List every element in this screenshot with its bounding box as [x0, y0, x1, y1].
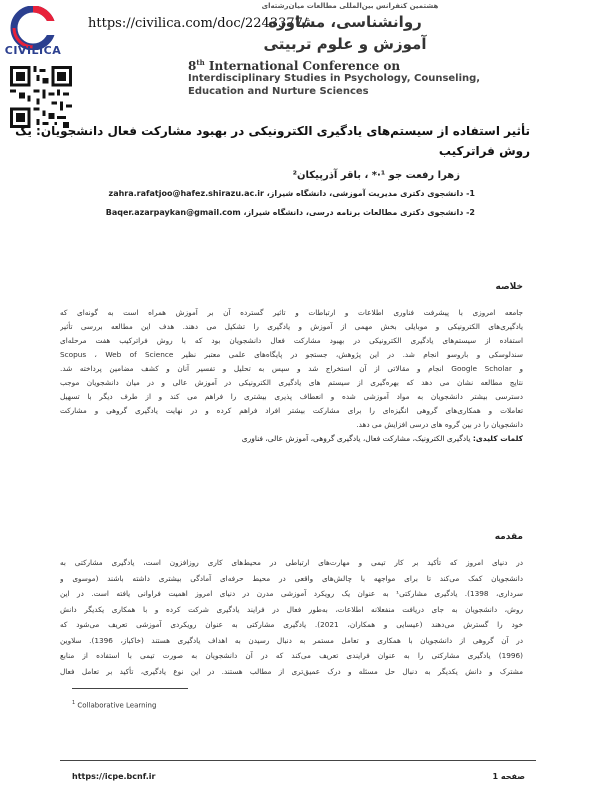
intro-line: خود را گسترش می‌دهند (عیسایی و همکاران، 2021). یادگیری مشارکتی به عنوان رویکردی آموزشی تعریف می‌شود که	[60, 620, 523, 629]
conference-title-en-line2: Education and Nurture Sciences	[188, 86, 369, 97]
footnote	[72, 700, 156, 709]
introduction-heading: مقدمه	[494, 532, 523, 542]
abstract-line: سندلوسکی و باروسو انجام شد. در این پژوهش، جستجو در پایگاه‌های علمی معتبر نظیر Scopus ، Web of Science	[60, 350, 523, 359]
paper-title-line2: روش فراترکیب	[438, 144, 530, 158]
abstract-heading: خلاصه	[495, 282, 523, 292]
conference-edition-suffix: th	[196, 58, 205, 67]
conference-edition	[188, 58, 400, 73]
conference-title-fa-line2: آموزش و علوم تربیتی	[263, 35, 427, 53]
footnote-mark: 1	[72, 700, 76, 706]
footer-divider	[60, 760, 536, 761]
affiliation-1: 1- دانشجوی دکتری مدیریت آموزشی، دانشگاه شیراز، zahra.rafatjoo@hafez.shirazu.ac.ir	[108, 189, 475, 198]
paper-title-line1: تأثیر استفاده از سیستم‌های یادگیری الکترونیکی در بهبود مشارکت فعال دانشجویان: یک	[15, 124, 530, 138]
abstract-line: نتایج مطالعه نشان می دهد که بهره‌گیری از سیستم های یادگیری الکترونیکی در آموزش عالی و در میان دانشجویان موجب	[60, 378, 523, 387]
footer-url[interactable]: https://icpe.bcnf.ir	[72, 772, 156, 781]
keywords	[60, 434, 523, 443]
qr-code-icon	[10, 66, 72, 128]
conference-title-fa-line1: روانشناسی، مشاوره	[268, 13, 422, 31]
document-url[interactable]: https://civilica.com/doc/2243377/	[88, 16, 308, 31]
page-number: صفحه 1	[492, 772, 525, 781]
affiliation-2: 2- دانشجوی دکتری مطالعات برنامه درسی، دانشگاه شیراز، Baqer.azarpaykan@gmail.com	[105, 208, 475, 217]
abstract-line: استفاده از سیستم‌های یادگیری الکترونیکی در بهبود مشارکت فعال دانشجویان بود که با روش فراترکیب هفت مرحله‌ای	[60, 336, 523, 345]
intro-line: سرداری، 1398). یادگیری مشارکتی¹ به عنوان یک رویکرد آموزشی مدرن در دنیای امروز اهمیت فراوانی یافته است. در این	[60, 589, 523, 598]
introduction-body	[60, 555, 523, 679]
keywords-list: یادگیری الکترونیک، مشارکت فعال، یادگیری گروهی، آموزش عالی، فناوری	[241, 434, 471, 443]
conference-title-en-line1: Interdisciplinary Studies in Psychology, Counseling,	[188, 73, 481, 84]
abstract-line: دسترسی بیشتر دانشجویان به مواد آموزشی شده و انعطاف پذیری بیشتری را فراهم می کند و از طرف دیگر با تسهیل	[60, 392, 523, 401]
authors: زهرا رفعت جو ¹·* ، باقر آذرپیکان²	[292, 170, 460, 181]
footnote-text: Collaborative Learning	[77, 701, 157, 710]
footnote-divider	[72, 688, 188, 689]
abstract-line: جامعه امروزی با پیشرفت فناوری اطلاعات و ارتباطات و تاثیر گسترده آن بر آموزش همراه است به گونه‌ای که	[60, 308, 523, 317]
intro-line: (1996) یادگیری مشارکتی را به عنوان فرایندی تعریف می‌کند که در آن دانشجویان به صورت تیمی با استفاده از منابع	[60, 651, 523, 660]
abstract-line: و Google Scholar انجام و مقالاتی از آن استخراج شد و سپس به تحلیل و تفسیر آنان و کشف مضامین پرداخته شد.	[60, 364, 523, 373]
abstract-line: تعاملات و همکاری‌های گروهی انگیزه‌ای را برای مشارکت بیشتر افراد فراهم کرده و در نهایت یادگیری گروهی و مشارکت	[60, 406, 523, 415]
conference-title-en-line0: International Conference on	[208, 59, 401, 73]
abstract-line: دانشجویان را در بین گروه های درسی افزایش می دهد.	[356, 420, 523, 429]
intro-line: روش، دانشجویان به جای دریافت منفعلانه اطلاعات، به‌طور فعال در فرایند یادگیری شرکت کرده و با همکاری یکدیگر دانش	[60, 604, 523, 614]
conference-edition-number: 8	[188, 59, 197, 73]
abstract-body	[60, 306, 523, 432]
intro-line: در دنیای امروز که تأکید بر کار تیمی و مهارت‌های ارتباطی در محیط‌های کاری روزافزون است، یادگیری مشارکتی به	[60, 558, 523, 567]
civilica-wordmark: CIVILICA	[4, 44, 62, 57]
abstract-line: یادگیری‌های الکترونیکی و موبایلی بخش مهمی از آموزش و یادگیری را تشکیل می دهند. هدف این مطالعه بررسی تأثیر	[60, 322, 523, 331]
intro-line: در آن گروهی از دانشجویان با همکاری و تعامل مستمر به دنبال رسیدن به اهداف یادگیری هستند (خاکباز، 1396). سلاوین	[60, 635, 523, 645]
keywords-label: کلمات کلیدی:	[472, 434, 523, 443]
intro-line: دانشجویان کمک می‌کند تا برای مواجهه با چالش‌های واقعی در محیط حرفه‌ای آمادگی بیشتری داشته باشند (موسوی و	[60, 573, 523, 583]
conference-subtitle-fa: هشتمین کنفرانس بین‌المللی مطالعات میان‌رشته‌ای	[261, 2, 439, 10]
qr-code	[10, 66, 72, 128]
intro-line: مشترک و دانش یکدیگر به دنبال حل مسئله و درک عمیق‌تری از مطالب هستند. در این نوع یادگیری، تأکید بر تعامل فعال	[60, 666, 523, 676]
